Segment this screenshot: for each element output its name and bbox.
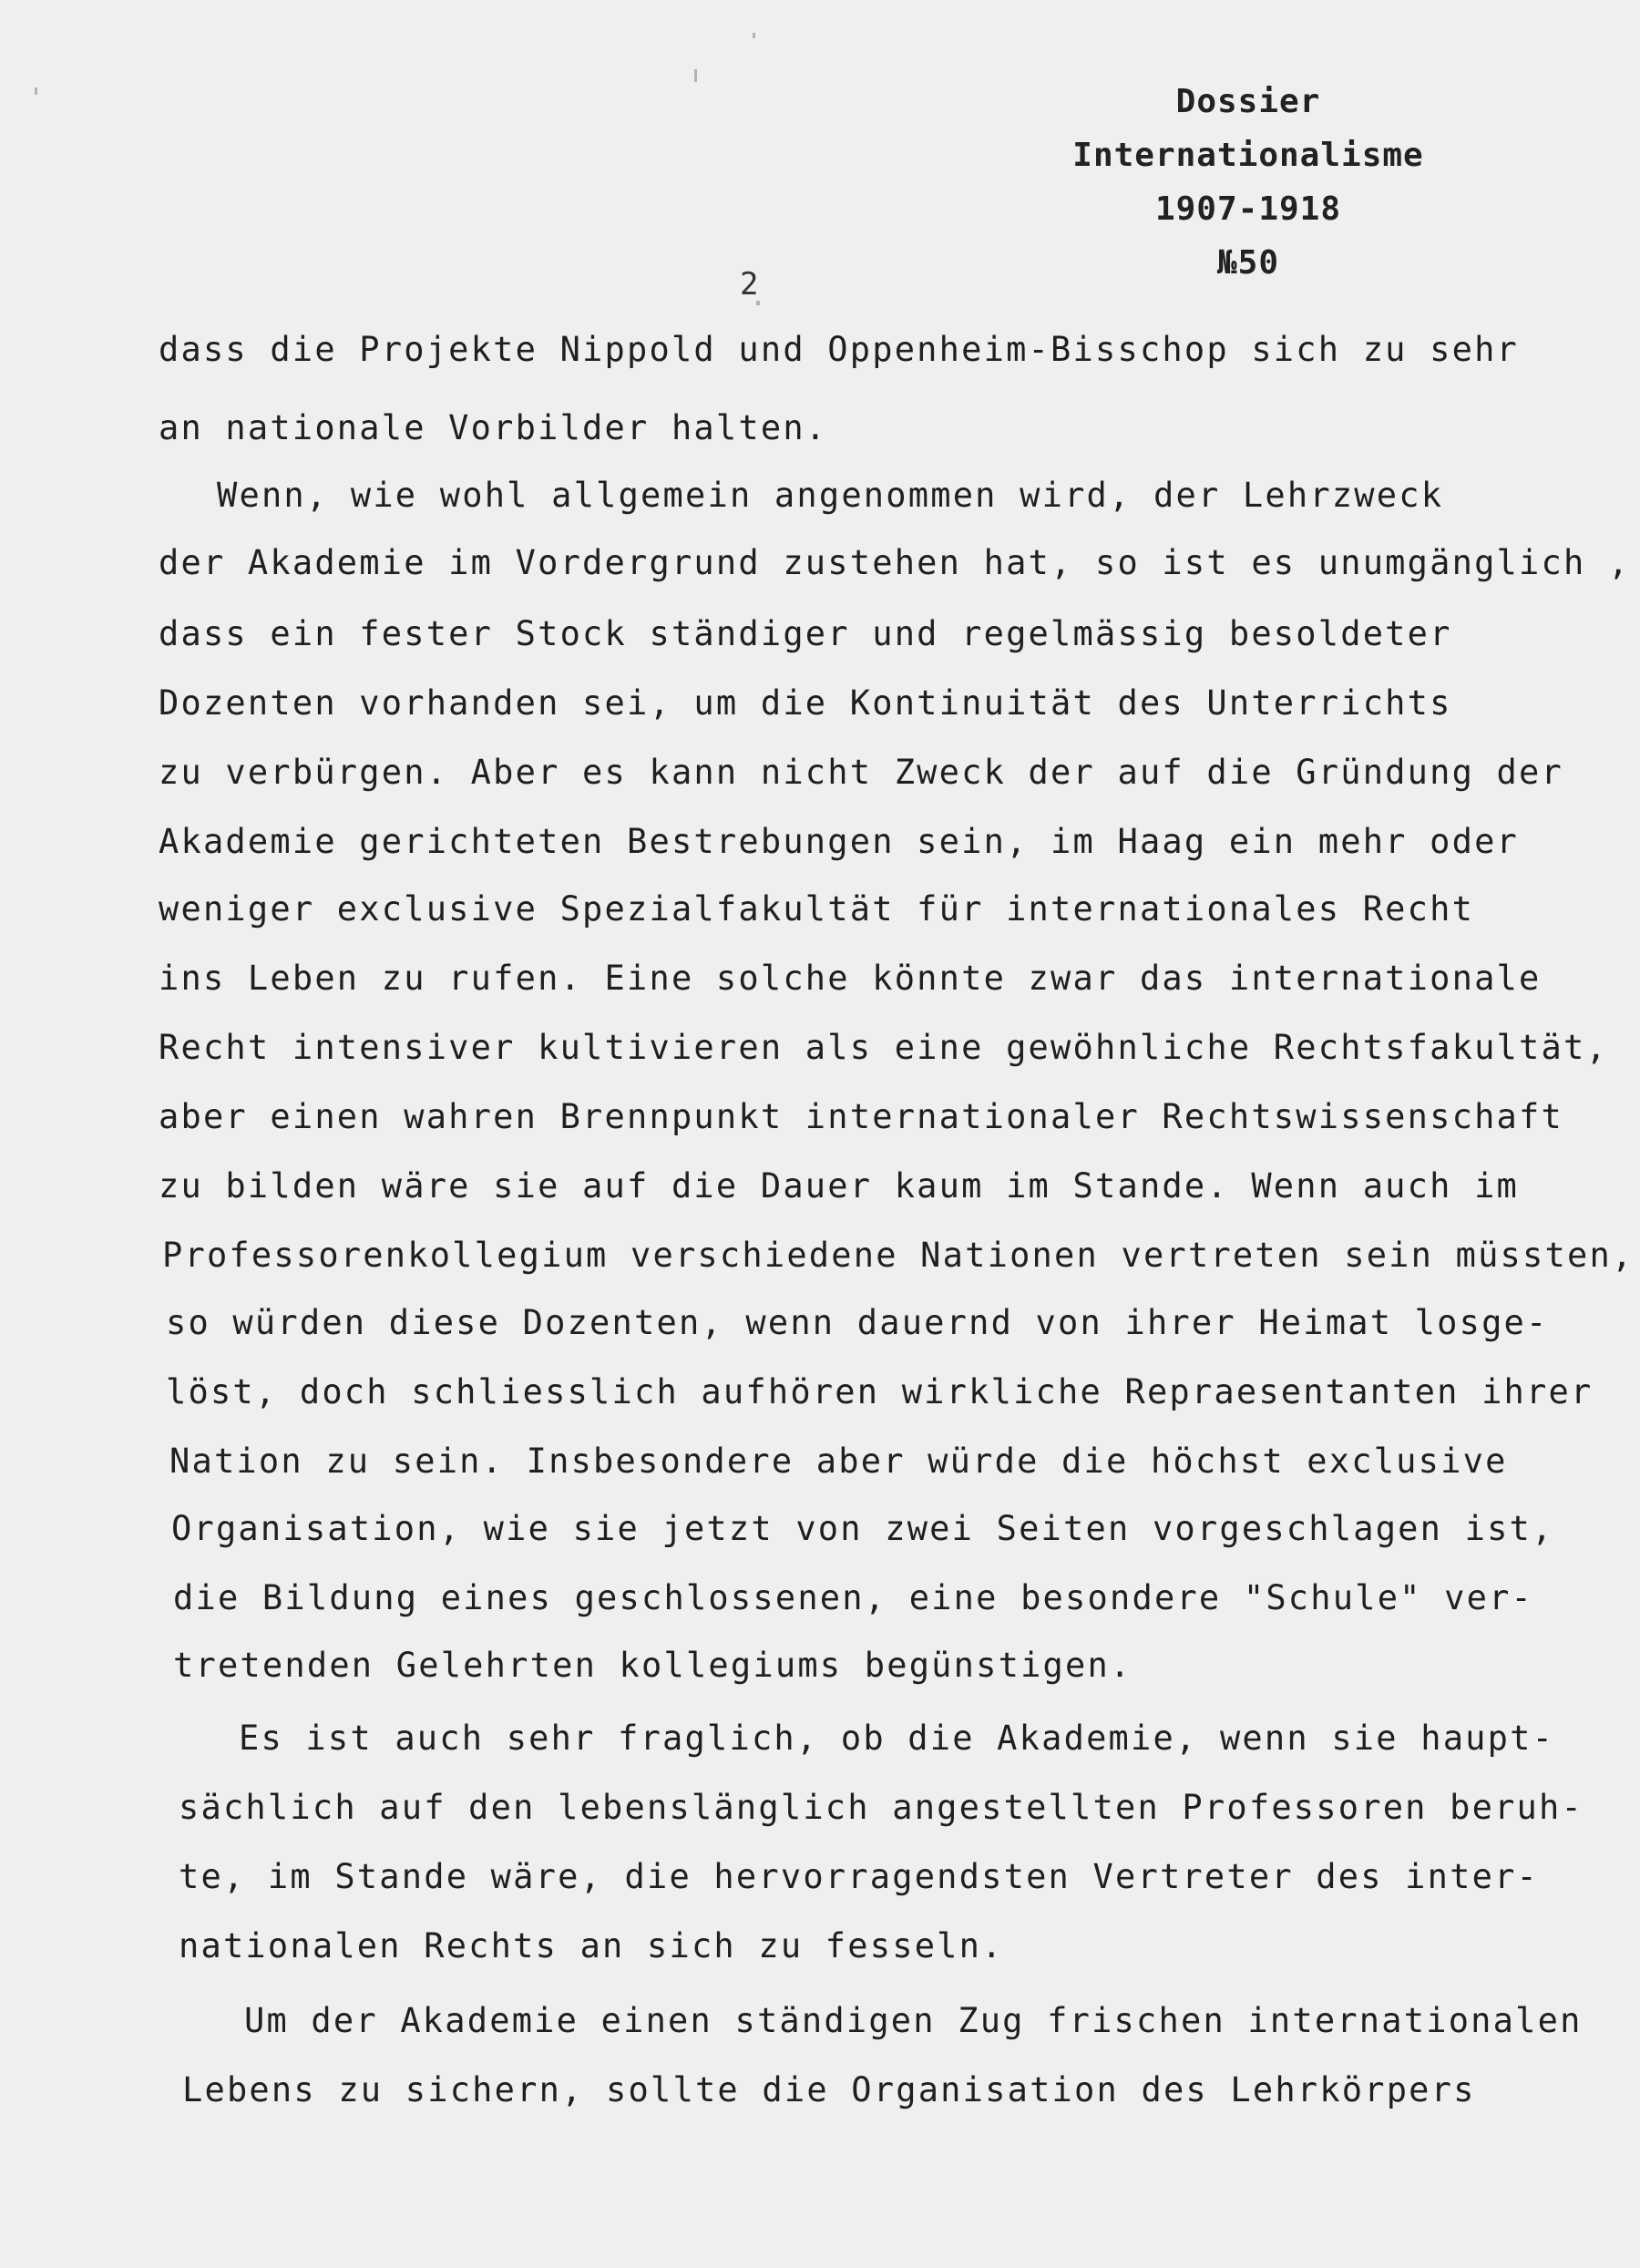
body-line: Recht intensiver kultivieren als eine gewöhnliche Rechtsfakultät, xyxy=(159,1028,1608,1067)
archive-stamp xyxy=(1039,75,1458,290)
body-line: Lebens zu sichern, sollte die Organisation des Lehrkörpers xyxy=(182,2070,1476,2109)
body-line: Wenn, wie wohl allgemein angenommen wird, der Lehrzweck xyxy=(217,476,1444,515)
page-number: 2 xyxy=(740,266,759,303)
body-line: Es ist auch sehr fraglich, ob die Akademie, wenn sie haupt- xyxy=(239,1719,1555,1758)
body-line: dass ein fester Stock ständiger und regelmässig besoldeter xyxy=(159,614,1452,653)
stamp-dossier: Dossier xyxy=(1175,83,1321,120)
body-line: te, im Stande wäre, die hervorragendsten Vertreter des inter- xyxy=(179,1857,1540,1896)
body-line: die Bildung eines geschlossenen, eine besondere "Schule" ver- xyxy=(173,1578,1534,1617)
body-line: zu verbürgen. Aber es kann nicht Zweck der auf die Gründung der xyxy=(159,753,1563,792)
stamp-collection: Internationalisme xyxy=(1072,137,1424,174)
paper-speck xyxy=(35,87,37,95)
body-line: Nation zu sein. Insbesondere aber würde die höchst exclusive xyxy=(169,1442,1508,1481)
body-line: löst, doch schliesslich aufhören wirkliche Repraesentanten ihrer xyxy=(166,1372,1594,1411)
body-line: Dozenten vorhanden sei, um die Kontinuität des Unterrichts xyxy=(159,683,1452,723)
body-line: nationalen Rechts an sich zu fesseln. xyxy=(179,1926,1004,1965)
stamp-number: №50 xyxy=(1216,244,1280,282)
body-line: ins Leben zu rufen. Eine solche könnte zwar das internationale xyxy=(159,959,1542,998)
body-line: so würden diese Dozenten, wenn dauernd von ihrer Heimat losge- xyxy=(166,1303,1549,1342)
paper-speck xyxy=(694,69,697,82)
body-line: an nationale Vorbilder halten. xyxy=(159,408,828,447)
body-line: Professorenkollegium verschiedene Nationen vertreten sein müssten, xyxy=(162,1236,1635,1275)
stamp-years: 1907-1918 xyxy=(1154,190,1342,228)
body-line: Um der Akademie einen ständigen Zug frischen internationalen xyxy=(244,2001,1583,2040)
body-line: Organisation, wie sie jetzt von zwei Seiten vorgeschlagen ist, xyxy=(171,1509,1554,1548)
body-line: aber einen wahren Brennpunkt internationaler Rechtswissenschaft xyxy=(159,1097,1563,1136)
body-line: Akademie gerichteten Bestrebungen sein, im Haag ein mehr oder xyxy=(159,822,1520,861)
body-line: tretenden Gelehrten kollegiums begünstigen. xyxy=(173,1646,1133,1685)
body-line: weniger exclusive Spezialfakultät für internationales Recht xyxy=(159,889,1475,929)
paper-speck xyxy=(753,33,755,38)
body-line: dass die Projekte Nippold und Oppenheim-Bisschop sich zu sehr xyxy=(159,330,1520,369)
body-line: sächlich auf den lebenslänglich angestellten Professoren beruh- xyxy=(179,1788,1584,1827)
body-line: zu bilden wäre sie auf die Dauer kaum im Stande. Wenn auch im xyxy=(159,1166,1520,1206)
body-line: der Akademie im Vordergrund zustehen hat, so ist es unumgänglich , xyxy=(159,543,1631,582)
